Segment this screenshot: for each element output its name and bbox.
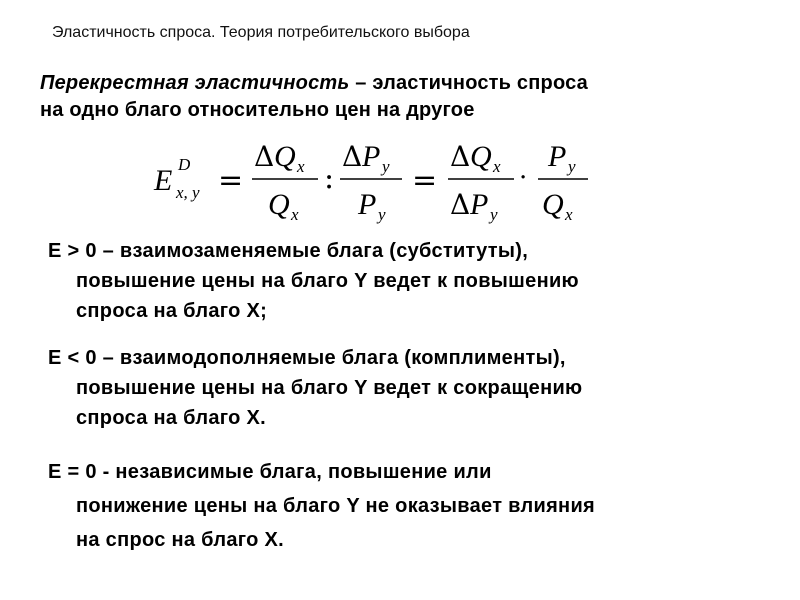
definition-block xyxy=(40,70,588,124)
formula-dot: · xyxy=(519,163,528,193)
formula-sub-y-4: y xyxy=(568,157,576,176)
formula-colon: : xyxy=(324,161,335,196)
formula-sub-x-2: x xyxy=(291,205,299,224)
case-zero xyxy=(48,455,595,557)
formula-equals-1: = xyxy=(218,163,244,198)
formula-sub-x-1: x xyxy=(297,157,305,176)
definition-term: Перекрестная эластичность xyxy=(40,72,350,94)
formula-p-2: P xyxy=(358,188,377,221)
formula-delta-4: Δ xyxy=(450,188,471,221)
case-positive xyxy=(48,236,579,326)
case-zero-line2: понижение цены на благо Y не оказывает влияния xyxy=(76,495,596,517)
case-negative-line1: E < 0 – взаимодополняемые блага (комплименты), xyxy=(48,347,566,369)
formula-delta-2: Δ xyxy=(342,140,363,173)
formula-lhs-subscript: x, y xyxy=(176,183,200,202)
formula-p-3: P xyxy=(470,188,489,221)
formula-p-4: P xyxy=(548,140,567,173)
definition-text-line1: – эластичность спроса xyxy=(349,72,588,94)
case-positive-line3: спроса на благо X; xyxy=(76,300,268,322)
formula-sub-y-2: y xyxy=(378,205,386,224)
formula-sub-y-1: y xyxy=(382,157,390,176)
formula-delta-3: Δ xyxy=(450,140,471,173)
formula-q-4: Q xyxy=(542,188,564,221)
case-positive-line1: E > 0 – взаимозаменяемые блага (субституты), xyxy=(48,240,529,262)
case-negative xyxy=(48,343,582,433)
formula-q-2: Q xyxy=(268,188,290,221)
formula-delta-1: Δ xyxy=(254,140,275,173)
case-zero-line3: на спрос на благо X. xyxy=(76,529,284,551)
formula-sub-y-3: y xyxy=(490,205,498,224)
slide-header: Эластичность спроса. Теория потребительского выбора xyxy=(52,24,470,41)
formula-lhs-symbol: E xyxy=(154,164,173,197)
formula-q-3: Q xyxy=(470,140,492,173)
case-zero-line1: E = 0 - независимые блага, повышение или xyxy=(48,461,492,483)
formula-equals-2: = xyxy=(412,163,438,198)
definition-text-line2: на одно благо относительно цен на другое xyxy=(40,99,475,121)
formula-p-1: P xyxy=(362,140,381,173)
cross-elasticity-formula xyxy=(150,140,610,230)
formula-q-1: Q xyxy=(274,140,296,173)
formula-lhs-superscript: D xyxy=(178,155,191,174)
case-negative-line3: спроса на благо X. xyxy=(76,407,266,429)
formula-sub-x-3: x xyxy=(493,157,501,176)
formula-sub-x-4: x xyxy=(565,205,573,224)
case-negative-line2: повышение цены на благо Y ведет к сокращению xyxy=(76,377,583,399)
case-positive-line2: повышение цены на благо Y ведет к повышению xyxy=(76,270,579,292)
